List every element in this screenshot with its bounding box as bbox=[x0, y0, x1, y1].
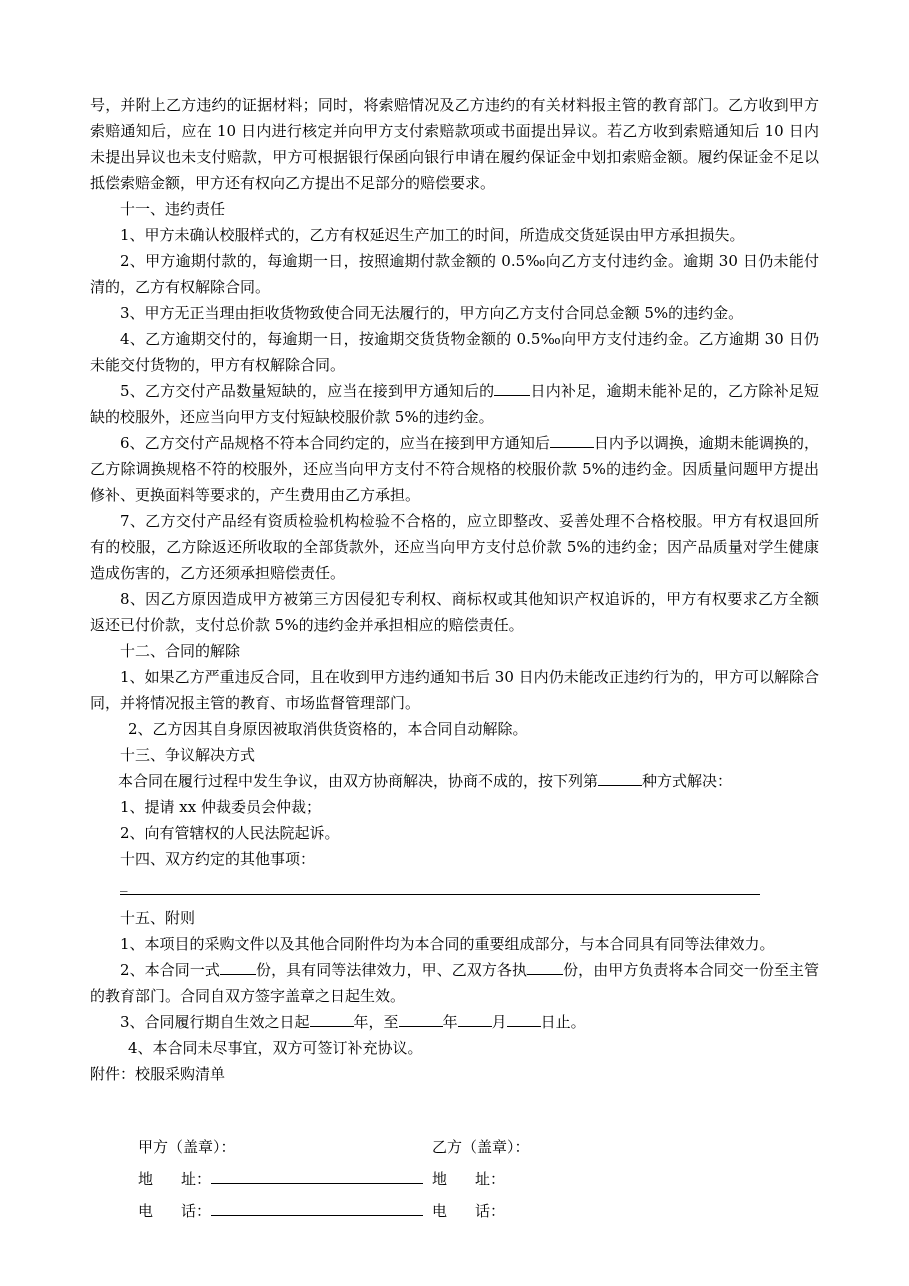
item-5-text-a: 5、乙方交付产品数量短缺的，应当在接到甲方通知后的 bbox=[120, 382, 495, 400]
item-3-text-b: 年，至 bbox=[353, 1013, 399, 1031]
section-11-item-8: 8、因乙方原因造成甲方被第三方因侵犯专利权、商标权或其他知识产权追诉的，甲方有权要求乙方全额返还已付价款，支付总价款 5%的违约金并承担相应的赔偿责任。 bbox=[90, 590, 819, 634]
section-11-item-6 bbox=[90, 430, 819, 508]
fill-blank-years[interactable] bbox=[310, 1009, 354, 1027]
fill-blank-copies[interactable] bbox=[220, 957, 256, 975]
section-13-item-2: 2、向有管辖权的人民法院起诉。 bbox=[120, 824, 340, 842]
section-12-heading: 十二、合同的解除 bbox=[120, 642, 241, 660]
section-13-heading: 十三、争议解决方式 bbox=[120, 746, 256, 764]
item-3-text-c: 年 bbox=[442, 1013, 458, 1031]
fill-blank-end-month[interactable] bbox=[458, 1009, 492, 1027]
fill-blank-days[interactable] bbox=[550, 430, 594, 448]
item-6-text-a: 6、乙方交付产品规格不符本合同约定的，应当在接到甲方通知后 bbox=[120, 434, 550, 452]
item-2-text-a: 2、本合同一式 bbox=[120, 961, 220, 979]
section-13-item-1: 1、提请 xx 仲裁委员会仲裁； bbox=[120, 798, 321, 816]
section-12-item-1: 1、如果乙方严重违反合同，且在收到甲方违约通知书后 30 日内仍未能改正违约行为的，甲方可以解除合同，并将情况报主管的教育、市场监督管理部门。 bbox=[90, 668, 819, 712]
signature-address-row bbox=[90, 1163, 819, 1195]
signature-party-row bbox=[90, 1131, 819, 1163]
section-13-intro bbox=[90, 768, 819, 794]
fill-blank-copies-each[interactable] bbox=[527, 957, 563, 975]
section-13-intro-a: 本合同在履行过程中发生争议，由双方协商解决，协商不成的，按下列第 bbox=[118, 772, 599, 790]
party-a-address-field[interactable] bbox=[211, 1165, 423, 1184]
section-11-item-4: 4、乙方逾期交付的，每逾期一日，按逾期交货货物金额的 0.5‰向甲方支付违约金。乙方逾期 30 日仍未能交付货物的，甲方有权解除合同。 bbox=[90, 330, 819, 374]
party-a-phone: 电 话： bbox=[90, 1195, 432, 1227]
section-13-intro-b: 种方式解决： bbox=[642, 772, 733, 790]
item-6-text-b: 日内予以调换，逾期未能调换的，乙方除调换规格不符的校服外，还应当向甲方支付不符合规格的校服价款 5%的违约金。因质量问题甲方提出修补、更换面料等要求的，产生费用由乙方承担。 bbox=[90, 434, 819, 504]
party-a-address: 地 址： bbox=[90, 1163, 432, 1195]
party-b-address: 地 址： bbox=[432, 1170, 506, 1188]
section-15-item-4: 4、本合同未尽事宜，双方可签订补充协议。 bbox=[128, 1039, 423, 1057]
intro-paragraph: 号，并附上乙方违约的证据材料；同时，将索赔情况及乙方违约的有关材料报主管的教育部门。乙方收到甲方索赔通知后，应在 10 日内进行核定并向甲方支付索赔款项或书面提出异议。若乙方收到索赔通知后 10 日内未提出异议也未支付赔款，甲方可根据银行保函向银行申请在履约保证金中划扣索赔金额。履约保证金不足以抵偿索赔金额，甲方还有权向乙方提出不足部分的赔偿要求。 bbox=[90, 96, 819, 192]
party-b-phone: 电 话： bbox=[432, 1202, 506, 1220]
party-b-label: 乙方（盖章）： bbox=[432, 1138, 530, 1156]
item-3-text-d: 月 bbox=[491, 1013, 507, 1031]
item-3-text-a: 3、合同履行期自生效之日起 bbox=[120, 1013, 310, 1031]
section-15-item-2 bbox=[90, 957, 819, 1009]
section-15-heading: 十五、附则 bbox=[120, 909, 196, 927]
section-11-item-3: 3、甲方无正当理由拒收货物致使合同无法履行的，甲方向乙方支付合同总金额 5%的违约金。 bbox=[120, 304, 744, 322]
fill-blank-days[interactable] bbox=[494, 378, 530, 396]
signature-block bbox=[90, 1131, 819, 1227]
section-11-item-1: 1、甲方未确认校服样式的，乙方有权延迟生产加工的时间，所造成交货延误由甲方承担损失。 bbox=[120, 226, 745, 244]
section-12-item-2: 2、乙方因其自身原因被取消供货资格的，本合同自动解除。 bbox=[128, 720, 528, 738]
section-14-dash: _ bbox=[120, 874, 128, 892]
fill-blank-method[interactable] bbox=[598, 768, 642, 786]
section-11-item-2: 2、甲方逾期付款的，每逾期一日，按照逾期付款金额的 0.5‰向乙方支付违约金。逾期 30 日仍未能付清的，乙方有权解除合同。 bbox=[90, 252, 819, 296]
fill-blank-end-year[interactable] bbox=[399, 1009, 443, 1027]
section-14-heading: 十四、双方约定的其他事项： bbox=[120, 850, 316, 868]
section-11-heading: 十一、违约责任 bbox=[120, 200, 226, 218]
section-15-item-1: 1、本项目的采购文件以及其他合同附件均为本合同的重要组成部分，与本合同具有同等法律效力。 bbox=[120, 935, 775, 953]
fill-blank-end-day[interactable] bbox=[507, 1009, 541, 1027]
attachment-note: 附件：校服采购清单 bbox=[90, 1065, 226, 1083]
party-a-phone-field[interactable] bbox=[211, 1197, 423, 1216]
item-2-text-b: 份，具有同等法律效力，甲、乙双方各执 bbox=[255, 961, 528, 979]
item-3-text-e: 日止。 bbox=[540, 1013, 586, 1031]
section-11-item-7: 7、乙方交付产品经有资质检验机构检验不合格的，应立即整改、妥善处理不合格校服。甲方有权退回所有的校服，乙方除返还所收取的全部货款外，还应当向甲方支付总价款 5%的违约金；因产品质量对学生健康造成伤害的，乙方还须承担赔偿责任。 bbox=[90, 512, 819, 582]
item-5-text-b: 日内补足，逾期未能补足的，乙方除补足短缺的校服外，还应当向甲方支付短缺校服价款 5%的违约金。 bbox=[90, 382, 819, 426]
item-2-text-c: 份，由甲方负责将本合同交一份至主管的教育部门。合同自双方签字盖章之日起生效。 bbox=[90, 961, 819, 1005]
signature-phone-row bbox=[90, 1195, 819, 1227]
section-14-fill-line[interactable] bbox=[120, 894, 760, 895]
section-11-item-5 bbox=[90, 378, 819, 430]
party-a-label: 甲方（盖章）： bbox=[138, 1138, 236, 1156]
section-15-item-3 bbox=[90, 1009, 819, 1035]
